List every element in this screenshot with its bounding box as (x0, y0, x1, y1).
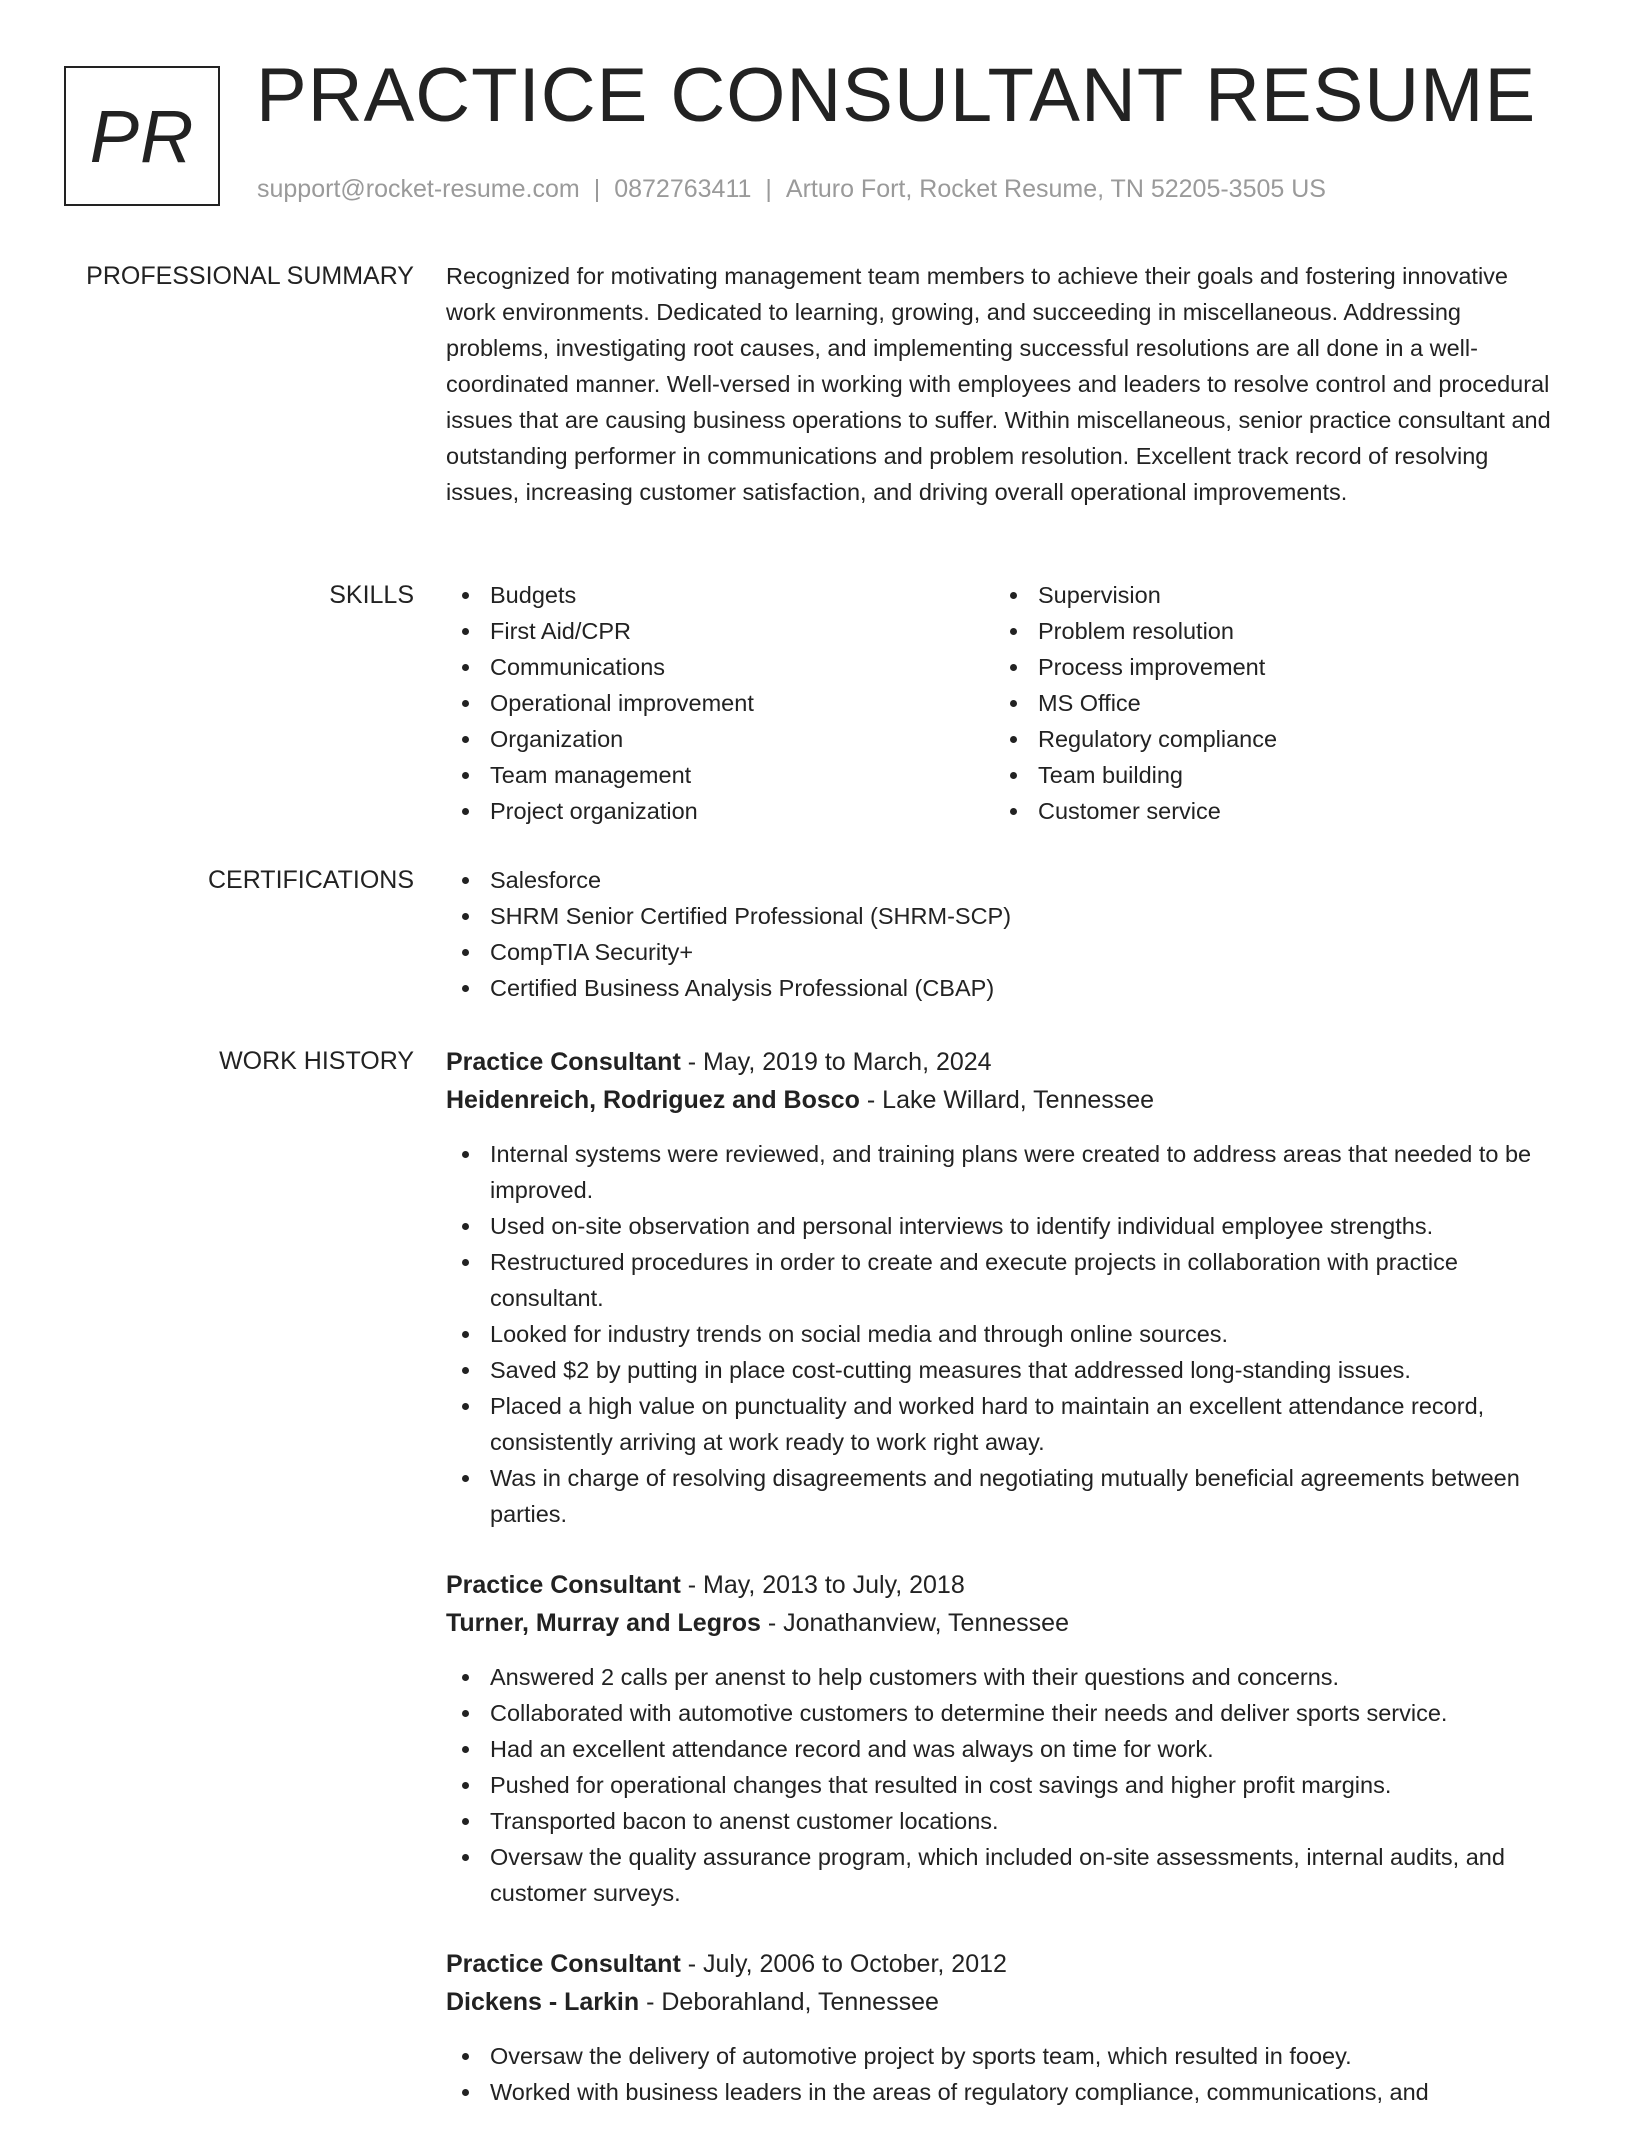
job-title: Practice Consultant (446, 1048, 681, 1076)
job-duty: Had an excellent attendance record and was always on time for work. (446, 1731, 1561, 1767)
job-company: Dickens - Larkin (446, 1988, 640, 2016)
job-company-line (446, 1983, 1561, 2021)
job-duty: Transported bacon to anenst customer locations. (446, 1803, 1561, 1839)
skill-item: Project organization (446, 793, 994, 829)
contact-email[interactable]: support@rocket-resume.com (257, 175, 580, 203)
skill-item: Regulatory compliance (994, 721, 1542, 757)
skill-item: Team building (994, 757, 1542, 793)
contact-separator: | (765, 175, 772, 203)
job-company-line (446, 1081, 1561, 1119)
section-heading-work-history: WORK HISTORY (219, 1047, 414, 1075)
certifications-list (446, 862, 1561, 1006)
skill-item: MS Office (994, 685, 1542, 721)
job-title: Practice Consultant (446, 1571, 681, 1599)
section-heading-skills: SKILLS (329, 581, 414, 609)
summary-text: Recognized for motivating management team members to achieve their goals and fostering innovative work environments. Dedicated to learning, growing, and succeeding in miscellaneous. Addressing problems, investigating root causes, and implementing successful resolutions are all done in a well-coordinated manner. Well-versed in working with employees and leaders to resolve control and procedural issues that are causing business operations to suffer. Within miscellaneous, senior practice consultant and outstanding performer in communications and problem resolution. Excellent track record of resolving issues, increasing customer satisfaction, and driving overall operational improvements. (446, 263, 1551, 505)
job-dates: - July, 2006 to October, 2012 (680, 1950, 1007, 1978)
job-location: - Jonathanview, Tennessee (760, 1609, 1069, 1637)
skills-list-right (994, 577, 1542, 829)
skill-item: Customer service (994, 793, 1542, 829)
job-duty: Oversaw the quality assurance program, which included on-site assessments, internal audits, and customer surveys. (446, 1839, 1561, 1911)
contact-address: Arturo Fort, Rocket Resume, TN 52205-3505 US (785, 175, 1326, 203)
skill-item: Problem resolution (994, 613, 1542, 649)
job-title-line (446, 1945, 1561, 1983)
job-entry (446, 1945, 1561, 2110)
job-duty: Oversaw the delivery of automotive project by sports team, which resulted in fooey. (446, 2038, 1561, 2074)
job-company: Turner, Murray and Legros (446, 1609, 761, 1637)
job-title: Practice Consultant (446, 1950, 681, 1978)
skill-item: First Aid/CPR (446, 613, 994, 649)
contact-separator: | (593, 175, 601, 203)
skill-item: Operational improvement (446, 685, 994, 721)
job-company: Heidenreich, Rodriguez and Bosco (446, 1086, 860, 1114)
job-duty: Used on-site observation and personal interviews to identify individual employee strengths. (446, 1208, 1561, 1244)
skill-item: Organization (446, 721, 994, 757)
skills-list-left (446, 577, 994, 829)
job-duty: Pushed for operational changes that resulted in cost savings and higher profit margins. (446, 1767, 1561, 1803)
page-title: PRACTICE CONSULTANT RESUME (256, 53, 1537, 138)
contact-phone[interactable]: 0872763411 (614, 175, 752, 203)
job-duty: Restructured procedures in order to create and execute projects in collaboration with practice consultant. (446, 1244, 1561, 1316)
job-title-line (446, 1566, 1561, 1604)
job-location: - Deborahland, Tennessee (639, 1988, 939, 2016)
job-entry (446, 1566, 1561, 1911)
certification-item: Salesforce (446, 862, 1561, 898)
job-duty: Was in charge of resolving disagreements and negotiating mutually beneficial agreements between parties. (446, 1460, 1561, 1532)
job-company-line (446, 1604, 1561, 1642)
skill-item: Supervision (994, 577, 1542, 613)
job-duty: Saved $2 by putting in place cost-cutting measures that addressed long-standing issues. (446, 1352, 1561, 1388)
certification-item: Certified Business Analysis Professional (CBAP) (446, 970, 1561, 1006)
job-duty: Placed a high value on punctuality and worked hard to maintain an excellent attendance record, consistently arriving at work ready to work right away. (446, 1388, 1561, 1460)
section-heading-certifications: CERTIFICATIONS (207, 866, 414, 894)
certification-item: CompTIA Security+ (446, 934, 1561, 970)
job-duties-list (446, 1659, 1561, 1911)
skill-item: Budgets (446, 577, 994, 613)
job-duties-list (446, 1136, 1561, 1532)
job-duty: Collaborated with automotive customers to determine their needs and deliver sports service. (446, 1695, 1561, 1731)
job-duty: Looked for industry trends on social media and through online sources. (446, 1316, 1561, 1352)
job-dates: - May, 2013 to July, 2018 (680, 1571, 965, 1599)
job-title-line (446, 1043, 1561, 1081)
monogram-logo: PR (64, 66, 220, 206)
section-heading-summary: PROFESSIONAL SUMMARY (86, 262, 414, 290)
skill-item: Process improvement (994, 649, 1542, 685)
certification-item: SHRM Senior Certified Professional (SHRM-SCP) (446, 898, 1561, 934)
job-entry (446, 1043, 1561, 1532)
job-dates: - May, 2019 to March, 2024 (680, 1048, 992, 1076)
job-duty: Answered 2 calls per anenst to help customers with their questions and concerns. (446, 1659, 1561, 1695)
contact-line (257, 175, 1326, 204)
job-duties-list (446, 2038, 1561, 2110)
job-duty: Internal systems were reviewed, and training plans were created to address areas that needed to be improved. (446, 1136, 1561, 1208)
skill-item: Communications (446, 649, 994, 685)
skill-item: Team management (446, 757, 994, 793)
job-location: - Lake Willard, Tennessee (859, 1086, 1155, 1114)
job-duty: Worked with business leaders in the areas of regulatory compliance, communications, and (446, 2074, 1561, 2110)
